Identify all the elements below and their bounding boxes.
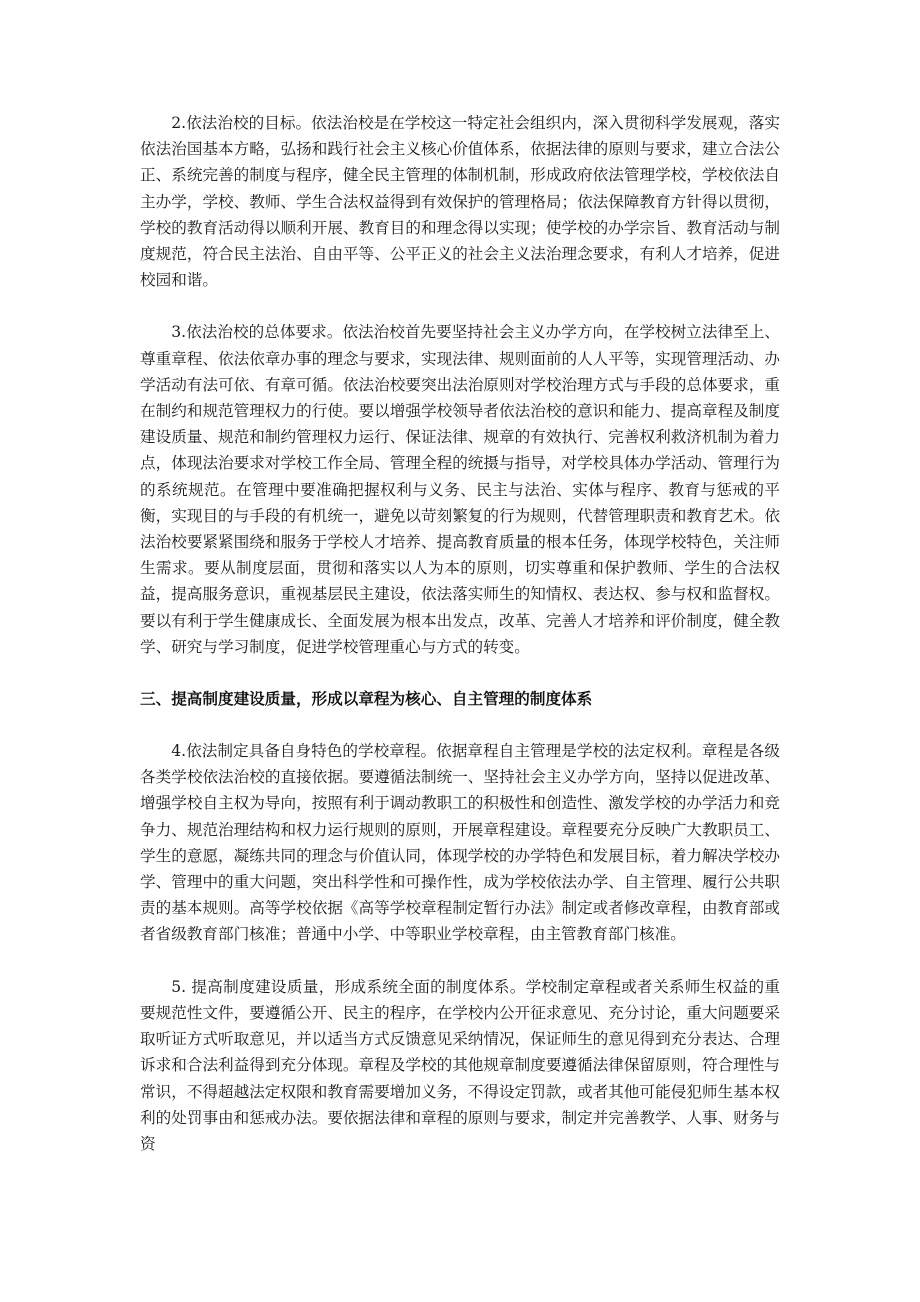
paragraph-4-charter: 4.依法制定具备自身特色的学校章程。依据章程自主管理是学校的法定权利。章程是各级各类学校依法治校的直接依据。要遵循法制统一、坚持社会主义办学方向，坚持以促进改革、增强学校自主权为导向，按照有利于调动教职工的积极性和创造性、激发学校的办学活力和竞争力、规范治理结构和权力运行规则的原则，开展章程建设。章程要充分反映广大教职员工、学生的意愿，凝练共同的理念与价值认同，体现学校的办学特色和发展目标，着力解决学校办学、管理中的重大问题，突出科学性和可操作性，成为学校依法办学、自主管理、履行公共职责的基本规则。高等学校依据《高等学校章程制定暂行办法》制定或者修改章程，由教育部或者省级教育部门核准；普通中小学、中等职业学校章程，由主管教育部门核准。 [140,742,780,944]
section-heading: 三、提高制度建设质量，形成以章程为核心、自主管理的制度体系 [140,690,593,709]
paragraph-2-goals: 2.依法治校的目标。依法治校是在学校这一特定社会组织内，深入贯彻科学发展观，落实依法治国基本方略，弘扬和践行社会主义核心价值体系，依据法律的原则与要求，建立合法公正、系统完善的制度与程序，健全民主管理的体制机制，形成政府依法管理学校，学校依法自主办学，学校、教师、学生合法权益得到有效保护的管理格局；依法保障教育方针得以贯彻，学校的教育活动得以顺利开展、教育目的和理念得以实现；使学校的办学宗旨、教育活动与制度规范，符合民主法治、自由平等、公平正义的社会主义法治理念要求，有利人才培养，促进校园和谐。 [140,114,780,290]
paragraph-5-system: 5. 提高制度建设质量，形成系统全面的制度体系。学校制定章程或者关系师生权益的重要规范性文件，要遵循公开、民主的程序，在学校内公开征求意见、充分讨论，重大问题要采取听证方式听取意见，并以适当方式反馈意见采纳情况，保证师生的意见得到充分表达、合理诉求和合法利益得到充分体现。章程及学校的其他规章制度要遵循法律保留原则，符合理性与常识，不得超越法定权限和教育需要增加义务，不得设定罚款，或者其他可能侵犯师生基本权利的处罚事由和惩戒办法。要依据法律和章程的原则与要求，制定并完善教学、人事、财务与资 [140,977,780,1153]
document-body [140,110,780,1157]
paragraph-3-requirements: 3.依法治校的总体要求。依法治校首先要坚持社会主义办学方向，在学校树立法律至上、尊重章程、依法依章办事的理念与要求，实现法律、规则面前的人人平等，实现管理活动、办学活动有法可依、有章可循。依法治校要突出法治原则对学校治理方式与手段的总体要求，重在制约和规范管理权力的行使。要以增强学校领导者依法治校的意识和能力、提高章程及制度建设质量、规范和制约管理权力运行、保证法律、规章的有效执行、完善权利救济机制为着力点，体现法治要求对学校工作全局、管理全程的统摄与指导，对学校具体办学活动、管理行为的系统规范。在管理中要准确把握权利与义务、民主与法治、实体与程序、教育与惩戒的平衡，实现目的与手段的有机统一，避免以苛刻繁复的行为规则，代替管理职责和教育艺术。依法治校要紧紧围绕和服务于学校人才培养、提高教育质量的根本任务，体现学校特色，关注师生需求。要从制度层面，贯彻和落实以人为本的原则，切实尊重和保护教师、学生的合法权益，提高服务意识，重视基层民主建设，依法落实师生的知情权、表达权、参与权和监督权。要以有利于学生健康成长、全面发展为根本出发点，改革、完善人才培养和评价制度，健全教学、研究与学习制度，促进学校管理重心与方式的转变。 [140,323,780,656]
